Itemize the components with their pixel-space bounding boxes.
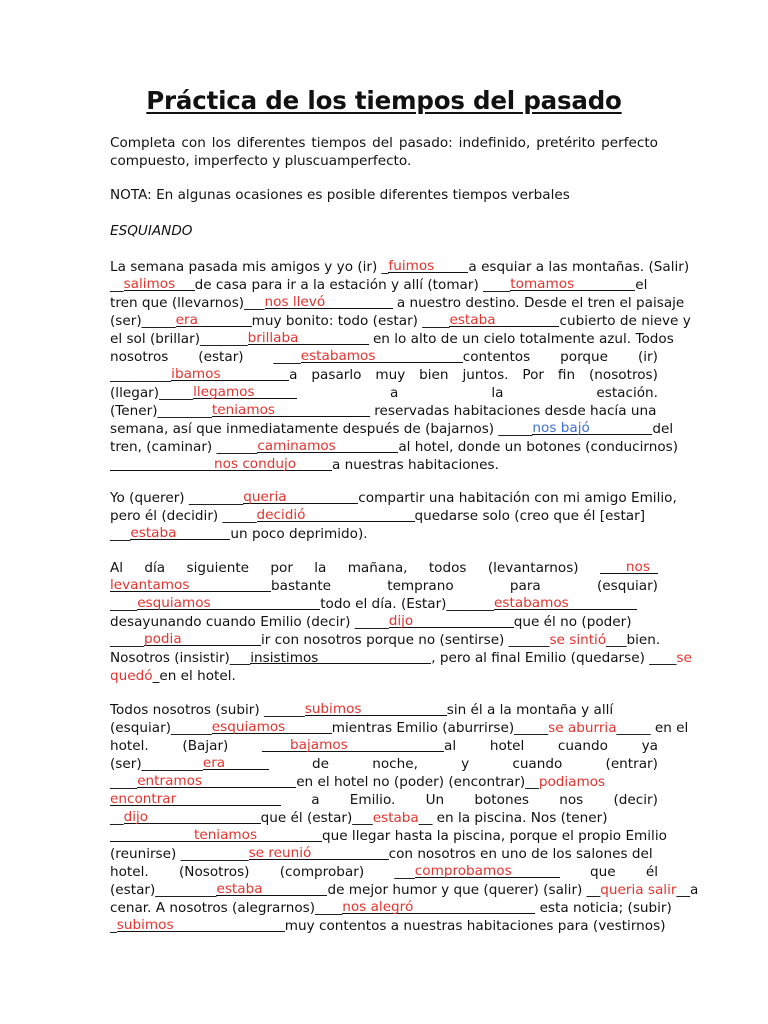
text: __a <box>676 882 699 898</box>
answer-text: podiamos <box>538 774 606 790</box>
answer-text: estaba <box>216 881 263 897</box>
text: cuando <box>512 756 563 772</box>
text: reservadas habitaciones desde hacía una <box>369 403 657 419</box>
text: hotel <box>489 738 525 754</box>
answer-text: era <box>175 312 198 328</box>
text: el sol (brillar)_______ <box>110 331 248 347</box>
text: Todos nosotros (subir) ______ <box>110 702 305 718</box>
answer-blank <box>265 294 393 309</box>
text: del <box>652 421 674 437</box>
text-line <box>110 507 658 525</box>
section-heading: ESQUIANDO <box>110 223 193 239</box>
text: ___ <box>394 864 415 880</box>
text: que <box>590 864 616 880</box>
text: Nosotros (insistir)___ <box>110 650 251 666</box>
text-line <box>110 667 658 685</box>
text: desayunando cuando Emilio (decir) _____ <box>110 614 389 630</box>
text: la <box>314 560 327 576</box>
text: porque <box>560 349 609 365</box>
text-line <box>110 899 672 917</box>
answer-text: estabamos <box>494 595 569 611</box>
answer-blank <box>176 312 252 327</box>
instructions: Completa con los diferentes tiempos del pasado: indefinido, pretérito perfecto compuesto, imperfecto y pluscuamperfecto. <box>110 135 658 169</box>
text: tren que (llevarnos)___ <box>110 295 265 311</box>
text: que él (estar)___ <box>260 810 373 826</box>
answer-blank <box>243 489 358 504</box>
answer-blank <box>510 276 635 291</box>
answer-blank <box>171 366 289 381</box>
text: a nuestro destino. Desde el tren el paisaje <box>392 295 685 311</box>
answer-text: queria <box>243 489 287 505</box>
text: (comprobar) <box>279 864 365 880</box>
text: (llegar)_____ <box>110 385 194 401</box>
text: a esquiar a las montañas. (Salir) <box>468 259 690 275</box>
answer-blank <box>110 827 322 842</box>
text-line <box>110 863 658 881</box>
answer-blank <box>110 791 281 809</box>
answer-blank-line <box>110 577 271 592</box>
answer-text: teniamos <box>211 402 275 418</box>
answer-blank <box>249 845 389 860</box>
text: (Bajar) <box>182 738 229 754</box>
text-line <box>110 649 692 667</box>
answer-text: estaba <box>449 312 496 328</box>
text: (Nosotros) <box>178 864 250 880</box>
text-line <box>110 456 658 474</box>
answer-text: nos <box>625 559 650 575</box>
text: ____ <box>110 596 138 612</box>
text-line <box>110 845 658 863</box>
text: muy contentos a nuestras habitaciones para (vestirnos) <box>284 918 666 934</box>
text: ____ <box>110 774 138 790</box>
text-with-blank <box>274 348 531 366</box>
text: _________ <box>110 367 172 383</box>
text: (reunirse) __________ <box>110 846 249 862</box>
text: en el hotel no (poder) (encontrar)__ <box>296 774 539 790</box>
text: __ en la piscina. Nos (tener) <box>418 810 608 826</box>
answer-blank <box>212 402 370 417</box>
text: (Tener)________ <box>110 403 212 419</box>
paragraph-3 <box>110 559 692 685</box>
text-line <box>110 827 667 845</box>
text: bien <box>419 367 449 383</box>
text: (nosotros) <box>588 367 658 383</box>
text-line <box>110 881 699 899</box>
text: botones <box>474 792 530 808</box>
text-line <box>110 917 666 935</box>
text: muy <box>375 367 406 383</box>
text: con nosotros en uno de los salones del <box>388 846 653 862</box>
text: ____ <box>273 349 301 365</box>
text-with-blank <box>394 863 559 881</box>
text: de mejor humor y que (querer) (salir) __ <box>327 882 601 898</box>
text: (esquiar)______ <box>110 720 212 736</box>
text-with-blank <box>110 755 269 773</box>
text: Emilio. <box>349 792 396 808</box>
answer-text: se reunió <box>248 845 312 861</box>
text: estación. <box>596 385 658 401</box>
answer-blank <box>110 456 332 471</box>
page-title: Práctica de los tiempos del pasado <box>146 86 622 115</box>
text: en lo alto de un cielo totalmente azul. Todos <box>368 331 674 347</box>
text: mientras Emilio (aburrirse)_____ <box>331 720 549 736</box>
answer-blank <box>301 348 463 363</box>
text-line <box>110 276 658 294</box>
text-line <box>110 489 677 507</box>
text: (decir) <box>613 792 658 808</box>
text: (ser)_________ <box>110 756 203 772</box>
answer-blank-line <box>262 737 444 752</box>
text: (esquiar) <box>596 578 658 594</box>
answer-text: estaba <box>372 810 419 826</box>
text: por <box>270 560 293 576</box>
answer-text: se aburria <box>548 720 617 736</box>
text: hotel. <box>110 864 149 880</box>
text-line <box>110 384 658 402</box>
text-line <box>110 613 658 631</box>
text: , pero al final Emilio (quedarse) ____ <box>431 650 677 666</box>
text: bastante <box>271 578 332 594</box>
text: __ <box>110 810 124 826</box>
answer-text: subimos <box>304 701 362 717</box>
answer-blank <box>212 719 332 734</box>
text: juntos. <box>462 367 509 383</box>
text-line <box>110 755 658 773</box>
text: compartir una habitación con mi amigo Emilio, <box>358 490 677 506</box>
text: que llegar hasta la piscina, porque el propio Emilio <box>322 828 667 844</box>
answer-text: dijo <box>388 613 414 629</box>
text: ___bien. <box>606 632 661 648</box>
answer-blank <box>494 595 637 610</box>
text: a nuestras habitaciones. <box>332 457 499 473</box>
answer-text: queria salir <box>600 882 677 898</box>
text: de <box>312 756 330 772</box>
answer-text: ibamos <box>171 366 221 382</box>
answer-text: llegamos <box>193 384 255 400</box>
text: todo el día. (Estar)_______ <box>320 596 495 612</box>
answer-text: nos condujo <box>214 456 297 472</box>
text: día <box>144 560 166 576</box>
text: _en el hotel. <box>152 668 236 684</box>
text: __ <box>110 277 124 293</box>
answer-blank <box>415 863 560 878</box>
text: _____ <box>110 632 144 648</box>
answer-text: esquiamos <box>211 719 286 735</box>
text: el <box>635 277 648 293</box>
text: esta noticia; (subir) <box>535 900 672 916</box>
answer-text: estaba <box>130 525 177 541</box>
text: tren, (caminar) ______ <box>110 439 258 455</box>
answer-text: nos llevó <box>264 294 326 310</box>
text: La semana pasada mis amigos y yo (ir) _ <box>110 259 389 275</box>
text: Al <box>110 560 124 576</box>
text: semana, así que inmediatamente después de (bajarnos) _____ <box>110 421 533 437</box>
answer-blank <box>216 881 327 896</box>
answer-blank <box>137 773 296 788</box>
text: Un <box>425 792 445 808</box>
text-line <box>110 809 658 827</box>
answer-blank <box>250 649 431 664</box>
answer-text: salimos <box>123 276 176 292</box>
text: cubierto de nieve y <box>559 313 691 329</box>
answer-blank <box>389 613 514 628</box>
answer-text: nos bajó <box>532 420 590 436</box>
note: NOTA: En algunas ocasiones es posible diferentes tiempos verbales <box>110 187 570 203</box>
answer-text: tomamos <box>510 276 575 292</box>
text: a <box>289 367 298 383</box>
text: contentos <box>462 349 531 365</box>
text: hotel. <box>110 738 149 754</box>
answer-text: caminamos <box>257 438 336 454</box>
text: a <box>311 792 320 808</box>
text-line <box>110 402 658 420</box>
text: (ir) <box>637 349 658 365</box>
answer-text: podia <box>143 631 182 647</box>
answer-text: insistimos <box>250 650 319 666</box>
text: noche, <box>372 756 418 772</box>
answer-text: era <box>202 755 226 771</box>
answer-blank <box>124 276 195 291</box>
answer-text: estabamos <box>300 348 376 364</box>
text: a <box>390 385 399 401</box>
paragraph-1 <box>110 258 691 474</box>
text: para <box>509 578 541 594</box>
text: cenar. A nosotros (alegrarnos)____ <box>110 900 343 916</box>
text-line <box>110 595 658 613</box>
answer-blank <box>248 330 369 345</box>
text: que él no (poder) <box>513 614 632 630</box>
text-line <box>110 631 661 649</box>
text: (estar)_________ <box>110 882 217 898</box>
text-line <box>110 330 674 348</box>
answer-text: subimos <box>116 917 174 933</box>
text-line <box>110 577 658 595</box>
text: de casa para ir a la estación y allí (tomar) ____ <box>194 277 511 293</box>
text-line <box>110 366 658 384</box>
text: ir con nosotros porque no (sentirse) ______ <box>260 632 550 648</box>
answer-blank-line <box>110 791 281 806</box>
text: muy bonito: todo (estar) ____ <box>251 313 450 329</box>
answer-blank <box>449 312 559 327</box>
text-line <box>110 294 685 312</box>
answer-text: fuimos <box>388 258 435 274</box>
answer-text: decidió <box>256 507 306 523</box>
answer-blank <box>262 737 456 755</box>
answer-blank <box>110 577 331 595</box>
text-line <box>110 719 689 737</box>
text: sin él a la montaña y allí <box>446 702 614 718</box>
text-line <box>110 258 690 276</box>
text: la <box>491 385 504 401</box>
text: nos <box>559 792 584 808</box>
text: todos <box>428 560 467 576</box>
text: ya <box>641 738 658 754</box>
answer-blank-line <box>600 559 658 574</box>
text: fin <box>557 367 576 383</box>
text: (levantarnos) <box>487 560 579 576</box>
text: quedarse solo (creo que él [estar] <box>414 508 646 524</box>
answer-blank <box>124 809 261 824</box>
answer-text: se sintió <box>549 632 607 648</box>
answer-text: nos alegró <box>342 899 414 915</box>
answer-blank <box>388 258 468 273</box>
text: siguiente <box>186 560 250 576</box>
text-line <box>110 420 674 438</box>
text: al hotel, donde un botones (conducirnos) <box>398 439 679 455</box>
text: pero él (decidir) _____ <box>110 508 257 524</box>
answer-blank <box>137 595 320 610</box>
answer-text: comprobamos <box>414 863 512 879</box>
answer-text: dijo <box>123 809 149 825</box>
answer-blank <box>130 525 230 540</box>
text: un poco deprimido). <box>230 526 368 542</box>
text: Yo (querer) ________ <box>110 490 244 506</box>
text-line <box>110 438 679 456</box>
text-with-blank <box>110 384 297 402</box>
answer-blank <box>342 899 535 914</box>
answer-text: encontrar <box>110 791 177 807</box>
answer-text: brillaba <box>247 330 299 346</box>
text-line <box>110 559 658 577</box>
text: pasarlo <box>311 367 362 383</box>
answer-text: quedó <box>110 668 153 684</box>
answer-blank <box>257 438 398 453</box>
text: y <box>461 756 470 772</box>
text: (ser)_____ <box>110 313 176 329</box>
text-line <box>110 737 658 755</box>
paragraph-2 <box>110 489 677 543</box>
text: mañana, <box>347 560 408 576</box>
answer-text: bajamos <box>290 737 348 753</box>
text-line <box>110 791 658 809</box>
text: Por <box>522 367 545 383</box>
answer-blank <box>203 755 269 770</box>
text: ___ <box>110 526 131 542</box>
answer-text: se <box>676 650 692 666</box>
answer-blank <box>305 701 447 716</box>
text: al <box>444 738 457 754</box>
text: _____ en el <box>616 720 689 736</box>
text-line <box>110 348 658 366</box>
answer-blank <box>193 384 297 399</box>
answer-text: esquiamos <box>137 595 211 611</box>
text: él <box>645 864 658 880</box>
text: temprano <box>387 578 454 594</box>
text: nosotros <box>110 349 169 365</box>
answer-blank <box>257 507 415 522</box>
answer-blank <box>144 631 261 646</box>
answer-text: levantamos <box>110 577 190 593</box>
text: (estar) <box>198 349 244 365</box>
answer-blank <box>600 559 658 577</box>
answer-blank <box>532 420 652 435</box>
text: cuando <box>557 738 608 754</box>
text: _ <box>110 918 117 934</box>
text-line <box>110 701 658 719</box>
text-line <box>110 312 691 330</box>
text: (entrar) <box>605 756 658 772</box>
text-line <box>110 525 658 543</box>
answer-text: teniamos <box>194 827 258 843</box>
paragraph-4 <box>110 701 699 935</box>
text-with-blank <box>110 366 298 384</box>
answer-text: entramos <box>137 773 203 789</box>
text-line <box>110 773 658 791</box>
answer-blank <box>117 917 285 932</box>
